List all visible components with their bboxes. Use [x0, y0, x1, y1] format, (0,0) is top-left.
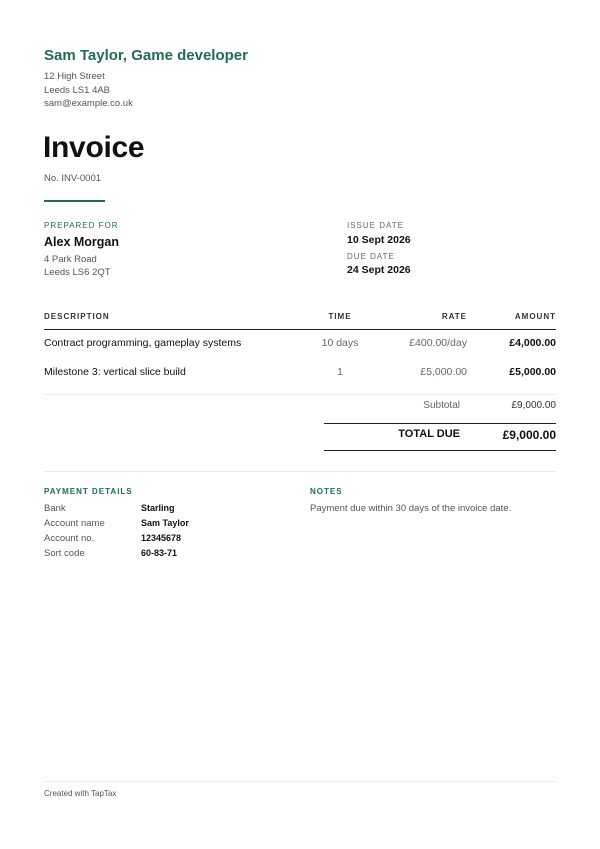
client-name: Alex Morgan: [44, 235, 120, 249]
payment-row-account-name: [44, 518, 264, 532]
total-divider-bottom: [324, 450, 556, 451]
sender-address-line: 12 High Street: [44, 71, 105, 82]
row-amount: £5,000.00: [509, 366, 556, 378]
client-address: [44, 253, 111, 279]
total-due-label: TOTAL DUE: [398, 428, 460, 440]
prepared-for-label: PREPARED FOR: [44, 221, 119, 230]
payment-key: Account name: [44, 518, 105, 529]
issue-date-label: ISSUE DATE: [347, 221, 404, 230]
accent-divider: [44, 200, 105, 202]
sender-name: Sam Taylor, Game developer: [44, 47, 248, 64]
table-rows-divider: [44, 394, 556, 395]
column-header-amount: AMOUNT: [514, 312, 556, 321]
invoice-number: No. INV-0001: [44, 173, 102, 184]
invoice-title: Invoice: [43, 131, 145, 164]
footer-credit: Created with TapTax: [44, 789, 117, 798]
client-address-line: Leeds LS6 2QT: [44, 267, 111, 278]
row-description: Contract programming, gameplay systems: [44, 337, 242, 349]
column-header-time: TIME: [328, 312, 352, 321]
issue-date-value: 10 Sept 2026: [347, 234, 411, 246]
table-row: [44, 366, 556, 386]
due-date-value: 24 Sept 2026: [347, 264, 411, 276]
notes-text: Payment due within 30 days of the invoice date.: [310, 503, 512, 514]
footer-divider: [44, 781, 556, 782]
row-rate: £5,000.00: [420, 366, 467, 378]
payment-value: Sam Taylor: [141, 518, 189, 528]
payment-details-title: PAYMENT DETAILS: [44, 487, 133, 496]
sender-address-line: Leeds LS1 4AB: [44, 84, 111, 96]
row-time: 1: [337, 366, 343, 378]
total-due-value: £9,000.00: [502, 428, 556, 442]
notes-title: NOTES: [310, 487, 343, 496]
sender-address: [44, 70, 133, 111]
column-header-rate: RATE: [441, 312, 467, 321]
sender-email: sam@example.co.uk: [44, 98, 133, 109]
payment-value: Starling: [141, 503, 175, 513]
row-amount: £4,000.00: [509, 337, 556, 349]
row-time: 10 days: [321, 337, 359, 349]
payment-row-sort-code: [44, 548, 264, 562]
total-divider-top: [324, 423, 556, 424]
client-address-line: 4 Park Road: [44, 254, 97, 265]
payment-key: Account no.: [44, 533, 95, 544]
row-description: Milestone 3: vertical slice build: [44, 366, 186, 378]
table-header-divider: [44, 329, 556, 330]
payment-value: 60-83-71: [141, 548, 178, 558]
subtotal-label: Subtotal: [423, 400, 460, 411]
table-row: [44, 337, 556, 357]
row-rate: £400.00/day: [409, 337, 467, 349]
column-header-description: DESCRIPTION: [44, 312, 110, 321]
payment-key: Bank: [44, 503, 66, 514]
payment-value: 12345678: [141, 533, 182, 543]
section-divider: [44, 471, 556, 472]
subtotal-value: £9,000.00: [511, 400, 556, 411]
due-date-label: DUE DATE: [347, 252, 395, 261]
payment-key: Sort code: [44, 548, 85, 559]
payment-row-bank: [44, 503, 264, 517]
payment-row-account-no: [44, 533, 264, 547]
